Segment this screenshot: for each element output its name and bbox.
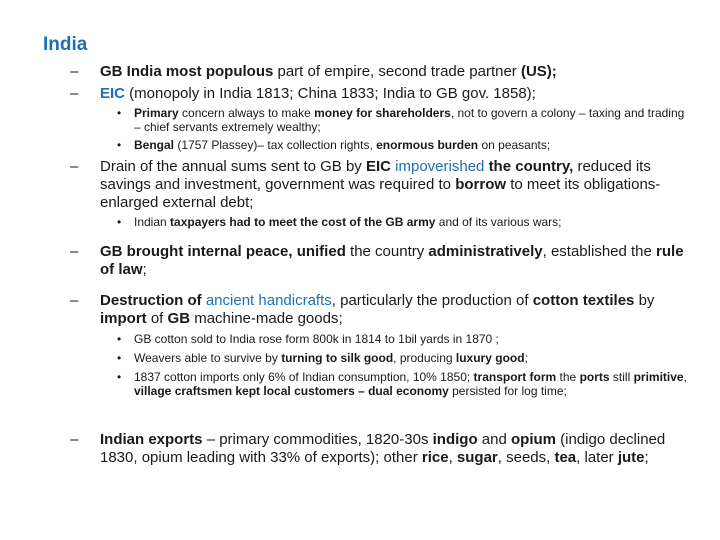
text-run: EIC [365,158,391,175]
text-run: still [609,370,634,384]
text-run: (indigo declined 1830, opium leading with 33% of exports); other [100,431,666,466]
dash-bullet: – [70,292,79,309]
text-run: ports [579,370,610,384]
bullet-text [70,85,690,103]
bullet-item-internal-peace [70,243,690,279]
text-run: borrow [455,176,507,193]
bullet-item-gb-india [70,63,690,81]
text-run: of [146,310,168,327]
text-run: and of its various wars; [435,215,562,229]
bullet-text [117,138,692,152]
text-run: administratively [428,243,543,260]
text-run: ancient handicrafts [205,292,332,309]
bullet-item-drain [70,158,690,212]
dot-bullet: • [117,106,122,120]
text-run: GB India most populous [100,63,274,80]
text-run: part of empire, second trade partner [273,63,521,80]
sub-bullet-taxpayers [117,215,692,229]
text-run: 1837 cotton imports only 6% of Indian consumption, 10% 1850; [134,370,474,384]
text-run: ; [142,261,147,278]
bullet-text [117,215,692,229]
text-run: GB brought internal peace, unified [100,243,346,260]
text-run: Weavers able to survive by [134,351,282,365]
text-run: tea [554,449,577,466]
text-run: village craftsmen kept local customers – dual economy [134,384,449,398]
dash-bullet: – [70,85,79,102]
text-run: sugar [456,449,498,466]
text-run: luxury good [455,351,525,365]
bullet-text [70,158,690,212]
dot-bullet: • [117,215,122,229]
bullet-text: GB cotton sold to India rose form 800k in 1814 to 1bil yards in 1870 ; [134,332,499,346]
text-run: the [556,370,580,384]
bullet-text [117,370,692,398]
bullet-text [117,106,692,134]
text-run: by [634,292,655,309]
text-run: turning to silk good [281,351,394,365]
text-run: , particularly the production of [331,292,533,309]
sub-bullet-primary-concern [117,106,692,134]
sub-bullet-gb-cotton [117,332,692,346]
bullet-item-indian-exports [70,431,690,467]
text-run: transport form [473,370,557,384]
text-run: EIC [100,85,126,102]
text-run: Primary [134,106,179,120]
text-run: , seeds, [497,449,555,466]
bullet-text [117,351,692,365]
text-run: machine-made goods; [190,310,343,327]
bullet-text [70,63,690,81]
text-run: persisted for log time; [448,384,567,398]
text-run: taxpayers had to meet the cost of the GB army [170,215,436,229]
sub-bullet-cotton-imports [117,370,692,398]
text-run: cotton textiles [532,292,635,309]
sub-bullet-bengal [117,138,692,152]
dot-bullet: • [117,332,122,346]
dot-bullet: • [117,370,122,384]
text-run: reduced its savings and investment, government was required to [100,158,651,193]
text-run: Drain of the annual sums sent to GB by [100,158,366,175]
text-run: enormous burden [376,138,479,152]
text-run: opium [511,431,556,448]
text-run: Destruction of [100,292,206,309]
text-run: and [477,431,511,448]
dot-bullet: • [117,138,122,152]
text-run: jute [617,449,645,466]
text-run: to meet its obligations- enlarged external debt; [100,176,661,211]
text-run: the country, [488,158,574,175]
bullet-text [70,292,690,328]
text-run: indigo [432,431,478,448]
text-run: import [100,310,147,327]
text-run: rule of law [100,243,684,278]
text-run: , not to govern a colony – taxing and trading – chief servants extremely wealthy; [134,106,685,134]
dot-bullet: • [117,351,122,365]
text-run: , established the [542,243,657,260]
dash-bullet: – [70,243,79,260]
text-run: rice [421,449,449,466]
text-run: primitive [633,370,684,384]
text-run: Indian [134,215,171,229]
text-run: ; [524,351,528,365]
dash-bullet: – [70,158,79,175]
text-run: , later [576,449,618,466]
text-run: Indian exports [100,431,203,448]
bullet-item-eic [70,85,690,103]
text-run: , [683,370,687,384]
text-run: impoverished [395,158,485,175]
text-run: on peasants; [478,138,551,152]
text-run: (1757 Plassey)– tax collection rights, [174,138,377,152]
bullet-text [70,243,690,279]
dash-bullet: – [70,431,79,448]
bullet-item-handicrafts [70,292,690,328]
sub-bullet-weavers [117,351,692,365]
text-run: the country [345,243,429,260]
text-run: , [448,449,457,466]
text-run: (monopoly in India 1813; China 1833; India to GB gov. 1858); [125,85,536,102]
text-run: – primary commodities, 1820-30s [202,431,433,448]
text-run: GB [167,310,191,327]
text-run: , producing [393,351,456,365]
text-run: ; [644,449,649,466]
bullet-text [70,431,690,467]
dash-bullet: – [70,63,79,80]
text-run: (US); [520,63,557,80]
slide-title: India [43,34,88,55]
text-run: Bengal [134,138,175,152]
text-run: concern always to make [178,106,315,120]
text-run: money for shareholders [314,106,451,120]
